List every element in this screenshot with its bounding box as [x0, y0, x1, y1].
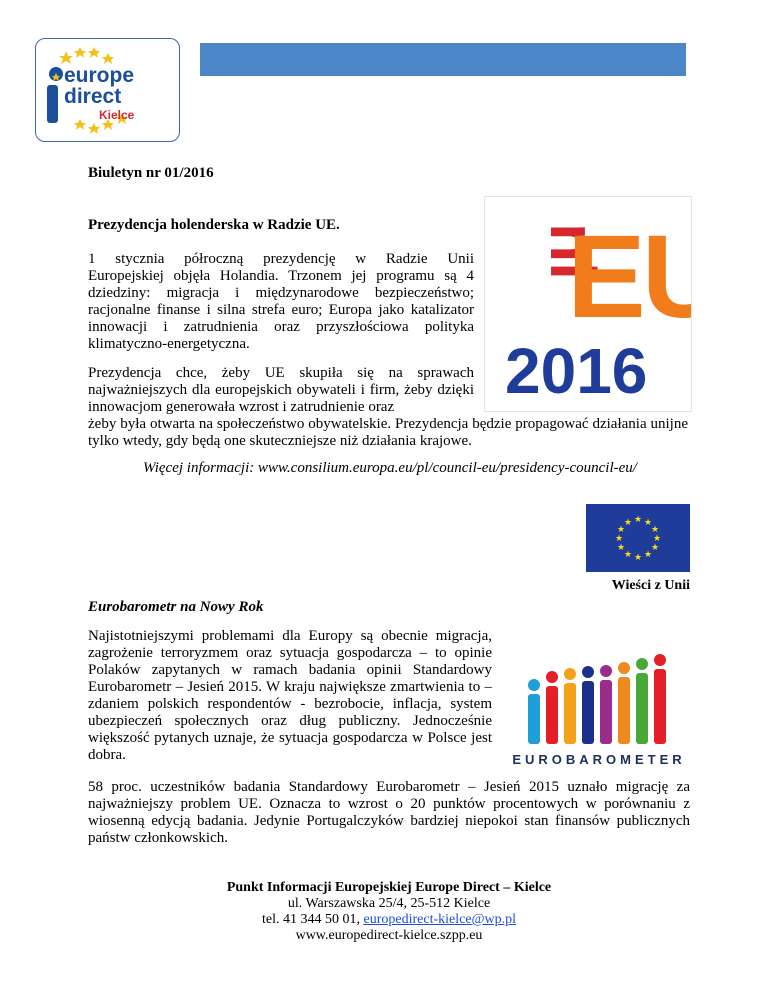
nl-eu-2016-graphic	[485, 197, 691, 411]
svg-text:★: ★	[615, 534, 624, 544]
svg-text:★: ★	[624, 518, 633, 528]
article1-para1-first-line: 1 stycznia półroczną prezydencję w Radzie Unii	[88, 251, 474, 267]
section-label: Wieści z Unii	[611, 578, 690, 593]
footer-website[interactable]: www.europedirect-kielce.szpp.eu	[295, 928, 483, 943]
footer	[88, 880, 690, 944]
eu-stars-icon	[586, 504, 690, 572]
figures-icon	[528, 654, 666, 744]
svg-text:★: ★	[624, 550, 633, 560]
svg-text:★: ★	[653, 534, 662, 544]
footer-contact	[88, 912, 690, 928]
year-text: 2016	[505, 335, 648, 407]
svg-text:★: ★	[651, 543, 660, 553]
svg-text:★: ★	[651, 525, 660, 535]
svg-text:★: ★	[617, 543, 626, 553]
footer-email-link[interactable]: europedirect-kielce@wp.pl	[363, 912, 516, 927]
footer-org: Punkt Informacji Europejskiej Europe Direct – Kielce	[226, 880, 552, 895]
article2-title: Eurobarometr na Nowy Rok	[88, 599, 264, 615]
article1-para1: Europejskiej objęła Holandia. Trzonem jej programu są 4 dziedziny: migracja i międzynarodowe bezpieczeństwo; racjonalne finanse i silna strefa euro; Europa jako katalizator innowacji i zatrudnienia oraz przyszłościowa polityka klimatyczno-energetyczna.	[88, 268, 474, 352]
article2-para2: 58 proc. uczestników badania Standardowy Eurobarometr – Jesień 2015 uznało migrację za najważniejszy problem UE. Oznacza to wzrost o 20 punktów procentowych w porównaniu z wiosenną edycją badania. Jedynie Portugalczyków bardziej niepokoi stan finansów publicznych państw członkowskich.	[88, 779, 690, 846]
nl-presidency-logo	[484, 196, 692, 412]
eurobarometer-logo	[508, 640, 690, 770]
more-info-link[interactable]: Więcej informacji: www.consilium.europa.eu/pl/council-eu/presidency-council-eu/	[143, 460, 637, 476]
article2-para1: Najistotniejszymi problemami dla Europy są obecnie migracja, zagrożenie terroryzmem oraz sytuacja gospodarcza – to opinie Polaków zapytanych w ramach badania opinii Standardowy Eurobarometr – Jesień 2015. W kraju największe zmartwienia to – zdaniem polskich respondentów - bezrobocie, inflacja, system ubezpieczeń społecznych oraz dług publiczny. Jednocześnie większość pytanych uznaje, że sytuacja gospodarcza w Polsce jest dobra.	[88, 628, 492, 763]
article1-para2-continued: żeby była otwarta na społeczeństwo obywatelskie. Prezydencja będzie propagować działania unijne tylko wtedy, gdy będą one skuteczniejsze niż działania krajowe.	[88, 416, 688, 449]
header-bar	[200, 43, 686, 76]
eu-text: EU	[567, 211, 691, 343]
nl-text: nl	[537, 223, 609, 280]
svg-text:★: ★	[617, 525, 626, 535]
europe-direct-logo-graphic	[36, 39, 179, 141]
eurobarometer-graphic	[508, 640, 690, 770]
bulletin-number: Biuletyn nr 01/2016	[88, 165, 214, 181]
eurobarometer-text: EUROBAROMETER	[512, 752, 686, 767]
svg-text:★: ★	[634, 515, 643, 525]
footer-address: ul. Warszawska 25/4, 25-512 Kielce	[287, 896, 491, 911]
article1-para2: Prezydencja chce, żeby UE skupiła się na sprawach najważniejszych dla europejskich obywateli i firm, żeby dzięki innowacjom generowała wzrost i zatrudnienie oraz	[88, 365, 474, 415]
europe-direct-logo	[35, 38, 180, 142]
svg-text:★: ★	[644, 518, 653, 528]
svg-text:★: ★	[644, 550, 653, 560]
svg-text:★: ★	[634, 553, 643, 563]
logo-line1: europe	[64, 64, 135, 87]
article1-title: Prezydencja holenderska w Radzie UE.	[88, 217, 340, 233]
logo-line2: direct	[64, 85, 122, 108]
footer-phone: tel. 41 344 50 01,	[262, 912, 364, 927]
logo-line3: Kielce	[99, 108, 135, 122]
eu-flag	[586, 504, 690, 572]
